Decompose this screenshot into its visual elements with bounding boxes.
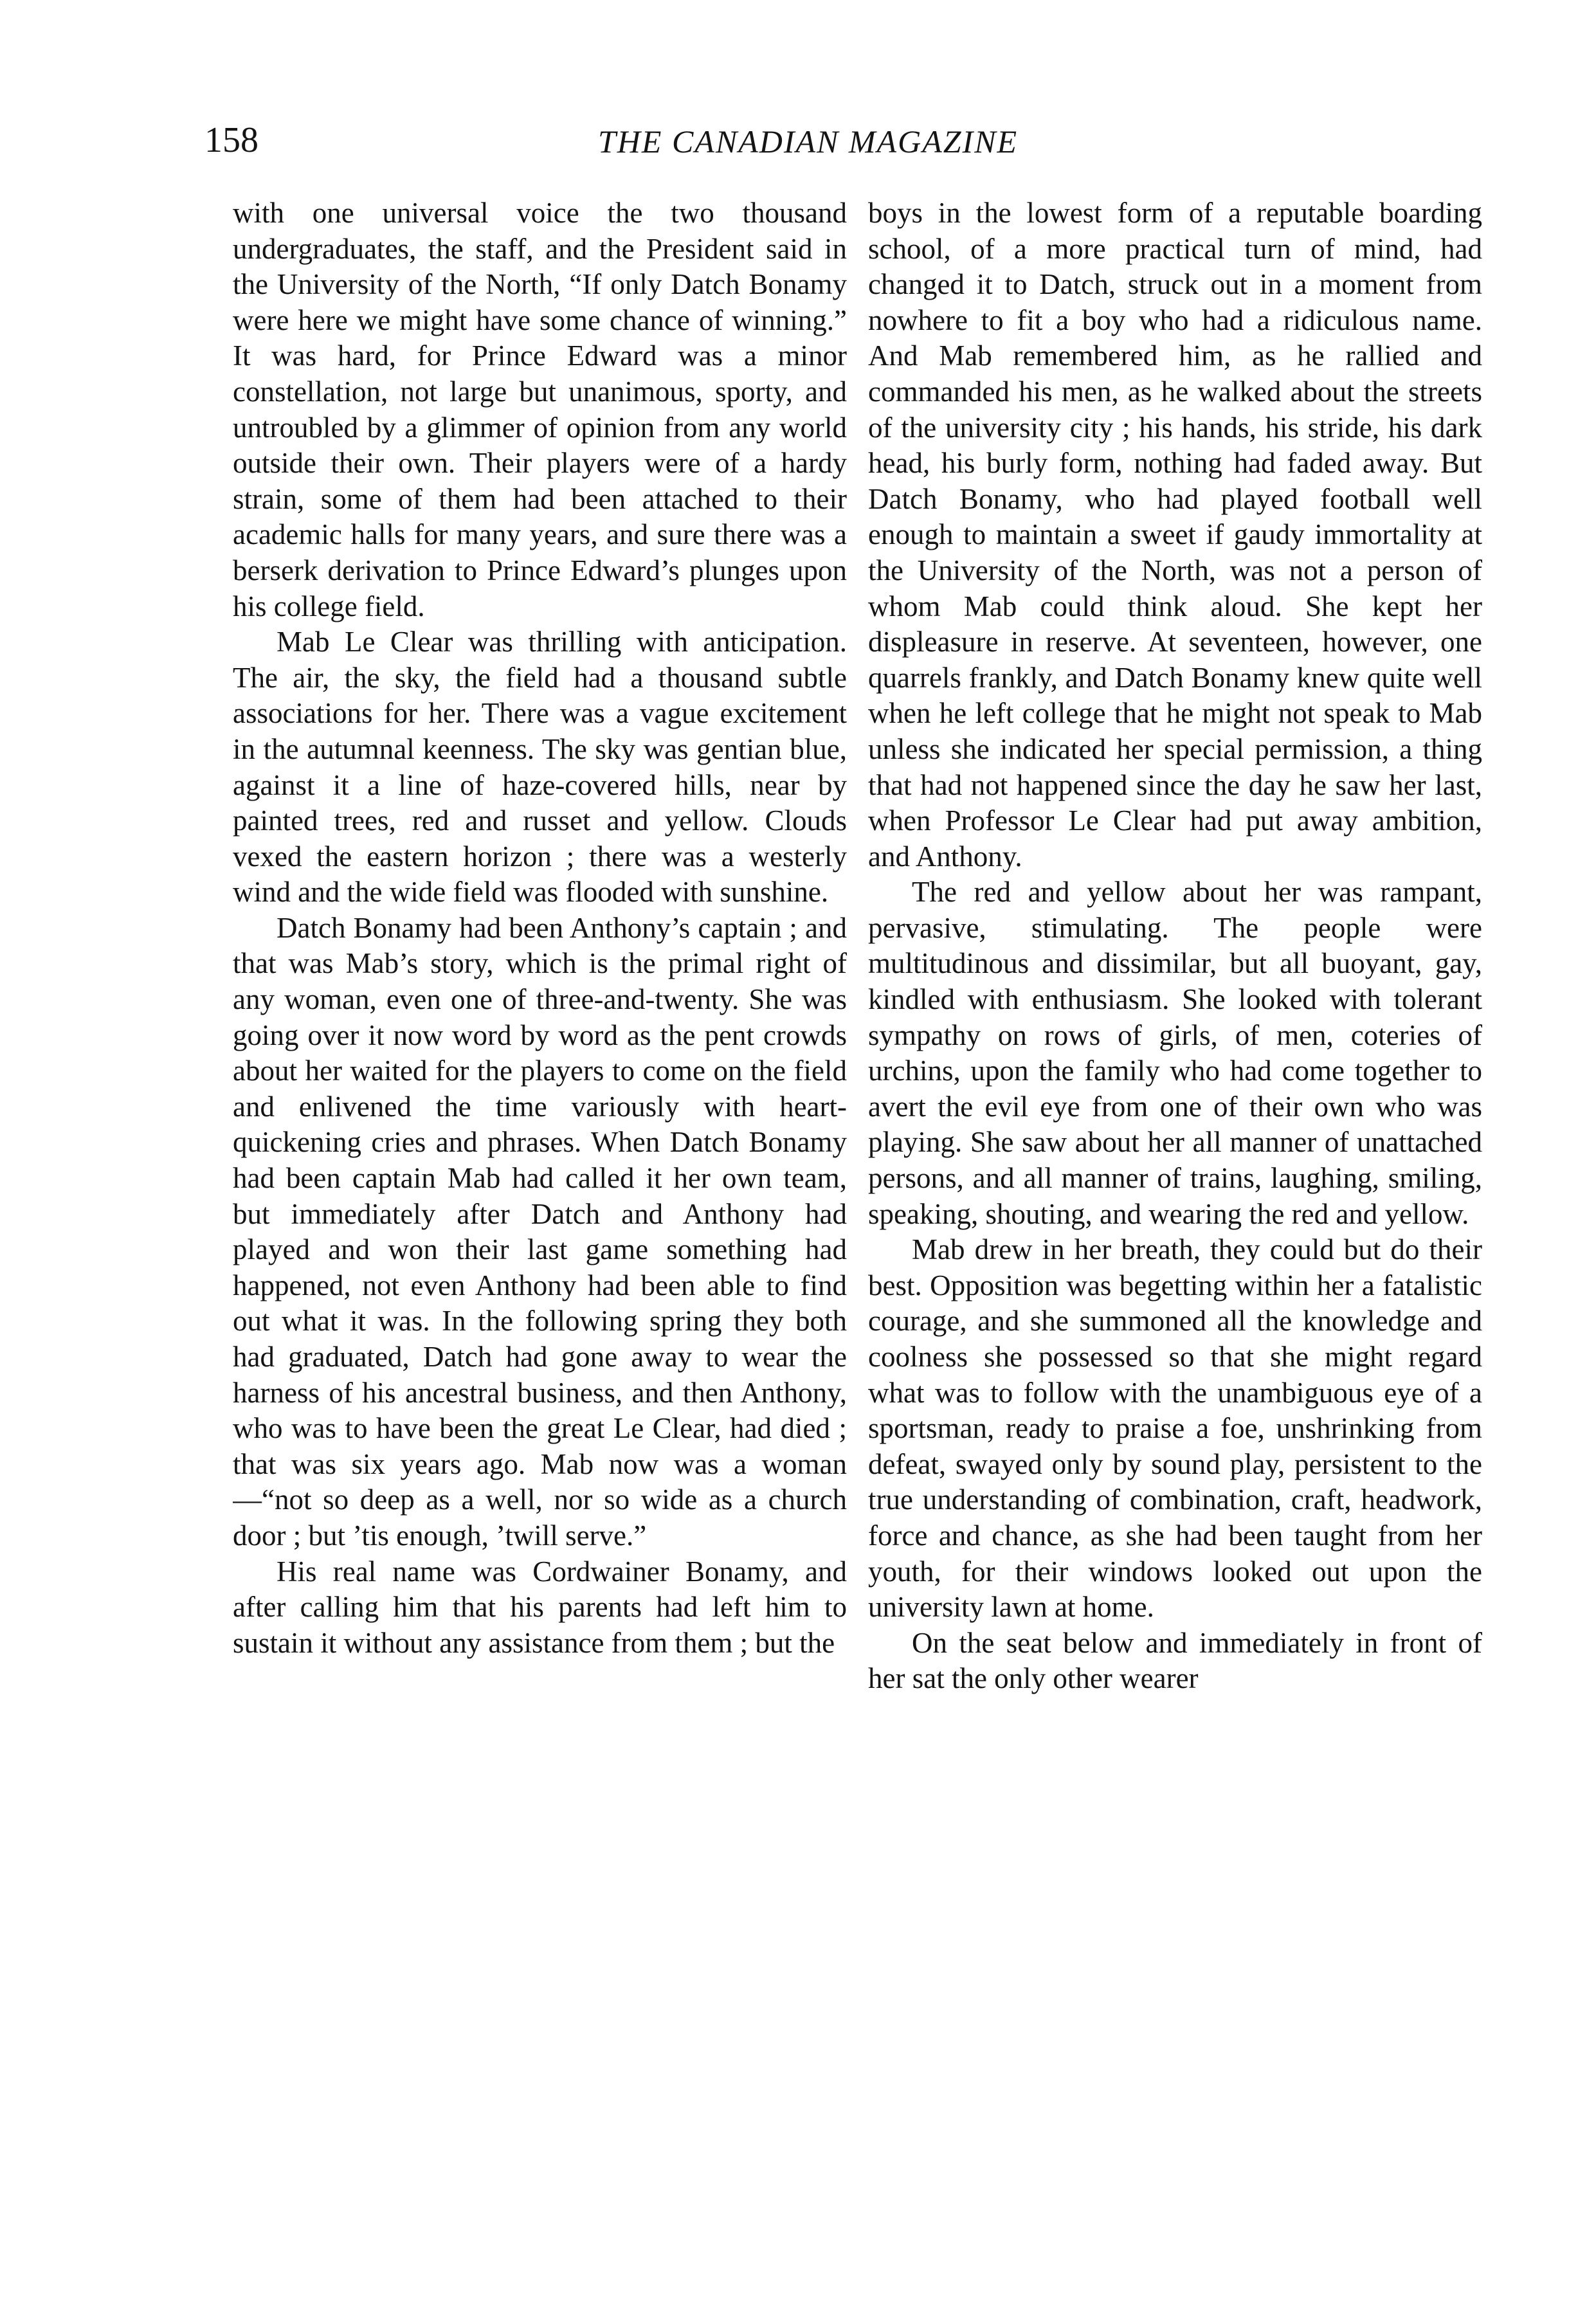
page-number: 158	[204, 120, 258, 160]
paragraph: Mab Le Clear was thrilling with anticipation. The air, the sky, the field had a thousand subtle associations for her. There was a vague excitement in the autumnal keenness. The sky was gentian blue, against it a line of haze-covered hills, near by painted trees, red and russet and yellow. Clouds vexed the eastern horizon ; there was a westerly wind and the wide field was flooded with sunshine.	[233, 626, 847, 909]
paragraph: Mab drew in her breath, they could but do their best. Opposition was begetting within her a fatalistic courage, and she summoned all the knowledge and coolness she possessed so that she might regard what was to follow with the unambiguous eye of a sportsman, ready to praise a foe, unshrinking from defeat, swayed only by sound play, persistent to the true understanding of combination, craft, headwork, force and chance, as she had been taught from her youth, for their windows looked out upon the university lawn at home.	[868, 1233, 1482, 1624]
paragraph: boys in the lowest form of a reputable boarding school, of a more practical turn of mind, had changed it to Datch, struck out in a moment from nowhere to fit a boy who had a ridiculous name. And Mab remembered him, as he rallied and commanded his men, as he walked about the streets of the university city ; his hands, his stride, his dark head, his burly form, nothing had faded away. But Datch Bonamy, who had played football well enough to maintain a sweet if gaudy immortality at the University of the North, was not a person of whom Mab could think aloud. She kept her displeasure in reserve. At seventeen, however, one quarrels frankly, and Datch Bonamy knew quite well when he left college that he might not speak to Mab unless she indicated her special permission, a thing that had not happened since the day he saw her last, when Professor Le Clear had put away ambition, and Anthony.	[868, 197, 1482, 873]
paragraph: Datch Bonamy had been Anthony’s captain ; and that was Mab’s story, which is the primal right of any woman, even one of three-and-twenty. She was going over it now word by word as the pent crowds about her waited for the players to come on the field and enlivened the time variously with heart-quickening cries and phrases. When Datch Bonamy had been captain Mab had called it her own team, but immediately after Datch and Anthony had played and won their last game something had happened, not even Anthony had been able to find out what it was. In the following spring they both had graduated, Datch had gone away to wear the harness of his ancestral business, and then Anthony, who was to have been the great Le Clear, had died ; that was six years ago. Mab now was a woman—“not so deep as a well, nor so wide as a church door ; but ’tis enough, ’twill serve.”	[233, 911, 847, 1552]
paragraph: On the seat below and immediately in front of her sat the only other wearer	[868, 1626, 1482, 1695]
paragraph: The red and yellow about her was rampant, pervasive, stimulating. The people were multitudinous and dissimilar, but all buoyant, gay, kindled with enthusiasm. She looked with tolerant sympathy on rows of girls, of men, coteries of urchins, upon the family who had come together to avert the evil eye from one of their own who was playing. She saw about her all manner of unattached persons, and all manner of trains, laughing, smiling, speaking, shouting, and wearing the red and yellow.	[868, 876, 1482, 1230]
left-text-column	[233, 195, 847, 2173]
right-text-column	[868, 195, 1482, 2173]
paragraph: with one universal voice the two thousand undergraduates, the staff, and the President said in the University of the North, “If only Datch Bonamy were here we might have some chance of winning.” It was hard, for Prince Edward was a minor constellation, not large but unanimous, sporty, and untroubled by a glimmer of opinion from any world outside their own. Their players were of a hardy strain, some of them had been attached to their academic halls for many years, and sure there was a berserk derivation to Prince Edward’s plunges upon his college field.	[233, 197, 847, 622]
running-head-title: THE CANADIAN MAGAZINE	[598, 123, 1019, 159]
paragraph: His real name was Cordwainer Bonamy, and after calling him that his parents had left him to sustain it without any assistance from them ; but the	[233, 1555, 847, 1659]
